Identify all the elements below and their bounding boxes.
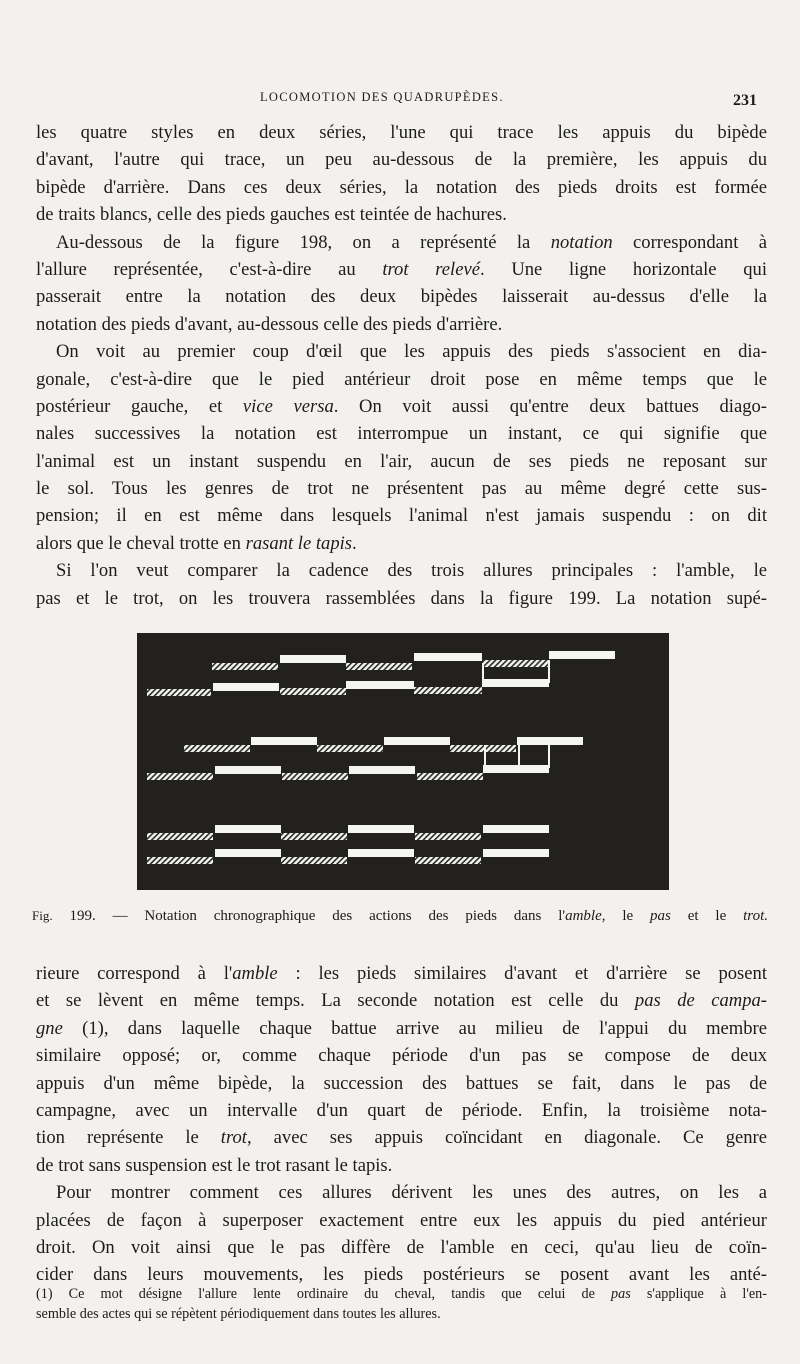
text-line-7: passerait entre la notation des deux bipèdes laisserait au-dessus d'elle la (36, 286, 767, 308)
figure-caption: Fig. 199. — Notation chronographique des actions des pieds dans l'amble, le pas et le trot. (32, 908, 768, 924)
trace-segment-33 (348, 825, 414, 833)
footnote-line-2: semble des actes qui se répètent périodiquement dans toutes les allures. (36, 1306, 441, 1322)
trace-segment-34 (415, 833, 481, 840)
text-line-13: l'animal est un instant suspendu en l'air, aucun de ses pieds ne reposant sur (36, 450, 767, 472)
trace-segment-11 (414, 687, 482, 694)
text-line-16: alors que le cheval trotte en rasant le tapis. (36, 532, 357, 554)
text-line-3: bipède d'arrière. Dans ces deux séries, la notation des pieds droits est formée (36, 176, 767, 198)
trace-segment-15 (184, 745, 250, 752)
trace-segment-17 (317, 745, 383, 752)
text-line-10: gonale, c'est-à-dire que le pied antérieur droit pose en même temps que le (36, 368, 767, 390)
trace-segment-36 (147, 857, 213, 864)
trace-segment-20 (517, 737, 583, 745)
trace-segment-22 (215, 766, 281, 774)
chronograph-traces (137, 633, 669, 890)
trace-segment-18 (384, 737, 450, 745)
trace-segment-30 (147, 833, 213, 840)
trace-segment-23 (282, 773, 348, 780)
text-line-8: de trot sans suspension est le trot rasant le tapis. (36, 1154, 393, 1176)
text-line-7: tion représente le trot, avec ses appuis coïncidant en diagonale. Ce genre (36, 1127, 767, 1149)
text-line-2: et se lèvent en même temps. La seconde notation est celle du pas de campa- (36, 990, 767, 1012)
text-line-9: On voit au premier coup d'œil que les appuis des pieds s'associent en dia- (56, 341, 767, 363)
text-line-4: de traits blancs, celle des pieds gauches est teintée de hachures. (36, 204, 507, 226)
text-line-2: d'avant, l'autre qui trace, un peu au-dessous de la première, les appuis du (36, 149, 767, 171)
trace-segment-31 (215, 825, 281, 833)
trace-segment-37 (215, 849, 281, 857)
footnote-line-1: (1) Ce mot désigne l'allure lente ordinaire du cheval, tandis que celui de pas s'applique à l'en- (36, 1286, 767, 1302)
body-text-upper (36, 119, 767, 612)
text-line-11: droit. On voit ainsi que le pas diffère de l'amble en ceci, qu'au lieu de coïn- (36, 1236, 767, 1258)
text-line-12: nales successives la notation est interrompue un instant, ce qui signifie que (36, 423, 767, 445)
text-line-4: similaire opposé; or, comme chaque période d'un pas se compose de deux (36, 1045, 767, 1067)
trace-segment-35 (483, 825, 549, 833)
trace-segment-6 (549, 651, 615, 659)
trace-segment-12 (483, 679, 549, 687)
trace-segment-16 (251, 737, 317, 745)
trace-segment-21 (147, 773, 213, 780)
trace-segment-7 (147, 689, 211, 696)
text-line-15: pension; il en est même dans lesquels l'animal n'est jamais suspendu : on dit (36, 505, 767, 527)
text-line-5: Au-dessous de la figure 198, on a représenté la notation correspondant à (56, 231, 767, 253)
text-line-17: Si l'on veut comparer la cadence des trois allures principales : l'amble, le (56, 560, 767, 582)
page-number: 231 (733, 92, 757, 109)
text-line-12: cider dans leurs mouvements, les pieds postérieurs se posent avant les anté- (36, 1264, 767, 1286)
trace-segment-19 (450, 745, 516, 752)
trace-segment-39 (348, 849, 414, 857)
trace-segment-24 (349, 766, 415, 774)
text-line-11: postérieur gauche, et vice versa. On voit aussi qu'entre deux battues diago- (36, 395, 767, 417)
trace-segment-3 (346, 663, 412, 670)
trace-segment-10 (346, 681, 414, 689)
text-line-9: Pour montrer comment ces allures dérivent les unes des autres, on les a (56, 1182, 767, 1204)
text-line-14: le sol. Tous les genres de trot ne présentent pas au même degré cette sus- (36, 478, 767, 500)
text-line-6: campagne, avec un intervalle d'un quart de période. Enfin, la troisième nota- (36, 1099, 767, 1121)
trace-segment-41 (483, 849, 549, 857)
trace-segment-25 (417, 773, 483, 780)
text-line-1: les quatre styles en deux séries, l'une qui trace les appuis du bipède (36, 122, 767, 143)
figure-199-chronograph (137, 633, 669, 890)
text-line-18: pas et le trot, on les trouvera rassemblées dans la figure 199. La notation supé- (36, 587, 767, 609)
trace-segment-40 (415, 857, 481, 864)
footnote (36, 1284, 767, 1324)
text-line-6: l'allure représentée, c'est-à-dire au trot relevé. Une ligne horizontale qui (36, 258, 767, 280)
text-line-3: gne (1), dans laquelle chaque battue arrive au milieu de l'appui du membre (36, 1017, 767, 1039)
trace-segment-26 (483, 765, 549, 773)
trace-segment-32 (281, 833, 347, 840)
text-line-8: notation des pieds d'avant, au-dessous celle des pieds d'arrière. (36, 313, 503, 335)
text-line-5: appuis d'un même bipède, la succession des battues se fait, dans le pas de (36, 1072, 767, 1094)
trace-segment-2 (280, 655, 346, 663)
text-line-1: rieure correspond à l'amble : les pieds similaires d'avant et d'arrière se posent (36, 963, 767, 984)
text-line-10: placées de façon à superposer exactement entre eux les appuis du pied antérieur (36, 1209, 767, 1231)
trace-segment-5 (483, 660, 549, 667)
trace-segment-4 (414, 653, 482, 661)
trace-segment-8 (213, 683, 279, 691)
trace-segment-9 (280, 688, 346, 695)
trace-segment-38 (281, 857, 347, 864)
running-head: LOCOMOTION DES QUADRUPÈDES. (260, 90, 504, 104)
body-text-lower (36, 960, 767, 1289)
trace-segment-1 (212, 663, 278, 670)
